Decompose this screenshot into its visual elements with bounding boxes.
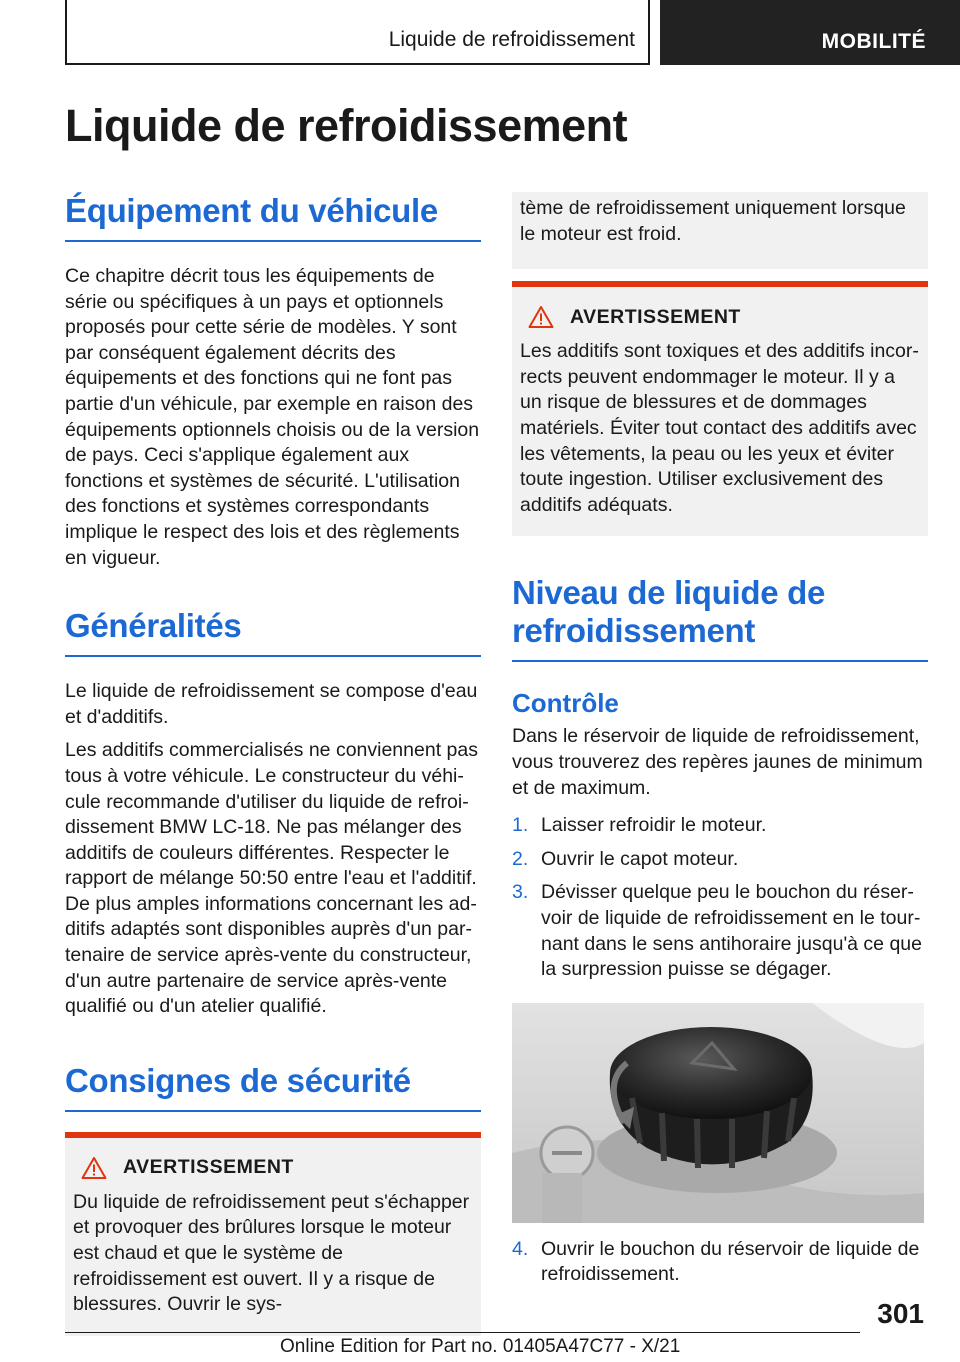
warning-heading [73, 1152, 473, 1184]
section-coolant-level [512, 574, 928, 1288]
footer-rule [65, 1332, 860, 1333]
warning-title: AVERTISSEMENT [570, 305, 741, 328]
right-column [512, 192, 928, 1296]
heading-safety: Consignes de sécurité [65, 1061, 411, 1099]
warning-text: Les additifs sont toxiques et des additifs incorrects peuvent endommager le moteur. Il y a un risque de blessures et de dommages matériels. Éviter tout contact des additifs avec les vêtements, la peau ou les yeux et éviter toute ingestion. Utiliser exclusivement des additifs adéquats. [520, 340, 919, 516]
warning-continued-text: tème de refroidissement uniquement lorsque le moteur est froid. [520, 197, 906, 245]
section-equipment [65, 192, 481, 571]
page-number: 301 [877, 1298, 924, 1329]
heading-rule [512, 660, 928, 662]
step-number: 4. [512, 1237, 529, 1260]
list-item [512, 847, 928, 873]
list-item [512, 813, 928, 839]
heading-general: Généralités [65, 607, 242, 645]
warning-box [512, 281, 928, 536]
paragraph-equipment: Ce chapitre décrit tous les équipements de série ou spécifiques à un pays et optionnels proposés pour cette série de modèles. Y sont par conséquent également décrits des équipements et des fonctions qui ne font pas partie d'un véhicule, par exemple en raison des équipements optionnels choisis ou de la version de pays. Ceci s'applique également aux fonctions et systèmes de sécurité. L'utilisation des fonctions et systèmes correspondants implique le respect des lois et des règlements en vigueur. [65, 265, 480, 569]
paragraph-general-2: Les additifs commercialisés ne conviennent pas tous à votre véhicule. Le constructeur du véhicule recommande d'utiliser du liquide de refroidissement BMW LC-18. Ne pas mélanger des additifs de couleurs différentes. Respecter le rapport de mélange 50:50 entre l'eau et l'additif. De plus amples informations concernant les additifs adaptés sont disponibles auprès d'un partenaire de service après-vente du constructeur, d'un autre partenaire de service après-vente qualifié ou d'un atelier qualifié. [65, 739, 478, 1018]
heading-equipment: Équipement du véhicule [65, 192, 438, 229]
header-chapter-tab: MOBILITÉ [660, 0, 960, 65]
step-text: Laisser refroidir le moteur. [541, 814, 767, 837]
warning-heading [520, 301, 920, 333]
warning-triangle-icon [81, 1156, 107, 1180]
step-number: 2. [512, 847, 529, 870]
step-text: Ouvrir le capot moteur. [541, 847, 739, 870]
step-number: 1. [512, 814, 529, 837]
warning-text: Du liquide de refroidissement peut s'échapper et provoquer des brûlures lorsque le moteur est chaud et que le système de refroidissement est ouvert. Il y a risque de blessures. Ouvrir le sys- [73, 1190, 470, 1316]
heading-rule [65, 1110, 481, 1112]
step-text: Dévisser quelque peu le bouchon du réservoir de liquide de refroidissement en le tournant dans le sens antihoraire jusqu'à ce que la surpression puisse se dégager. [541, 881, 922, 981]
heading-coolant-level: Niveau de liquide de refroidissement [512, 574, 826, 650]
warning-continuation [512, 192, 928, 269]
paragraph-general-1: Le liquide de refroidissement se compose d'eau et d'additifs. [65, 680, 478, 728]
heading-rule [65, 240, 481, 242]
coolant-cap-photo [512, 1003, 924, 1223]
list-item [512, 880, 928, 982]
step-number: 3. [512, 881, 529, 904]
left-column [65, 192, 481, 1336]
steps-list-continued [512, 1237, 928, 1288]
warning-title: AVERTISSEMENT [123, 1156, 294, 1179]
coolant-cap-illustration [512, 1003, 924, 1223]
list-item [512, 1237, 928, 1288]
subheading-check: Contrôle [512, 688, 619, 719]
section-general [65, 607, 481, 1020]
section-safety [65, 1062, 481, 1336]
footer-edition: Online Edition for Part no. 01405A47C77 - X/21 [280, 1336, 681, 1357]
header-section-title: Liquide de refroidissement [388, 28, 635, 51]
heading-rule [65, 655, 481, 657]
warning-box [65, 1132, 481, 1336]
step-text: Ouvrir le bouchon du réservoir de liquide de refroidissement. [541, 1237, 920, 1286]
steps-list [512, 813, 928, 983]
paragraph-check-intro: Dans le réservoir de liquide de refroidissement, vous trouverez des repères jaunes de minimum et de maximum. [512, 725, 923, 799]
warning-triangle-icon [528, 305, 554, 329]
page-title: Liquide de refroidissement [65, 100, 628, 151]
